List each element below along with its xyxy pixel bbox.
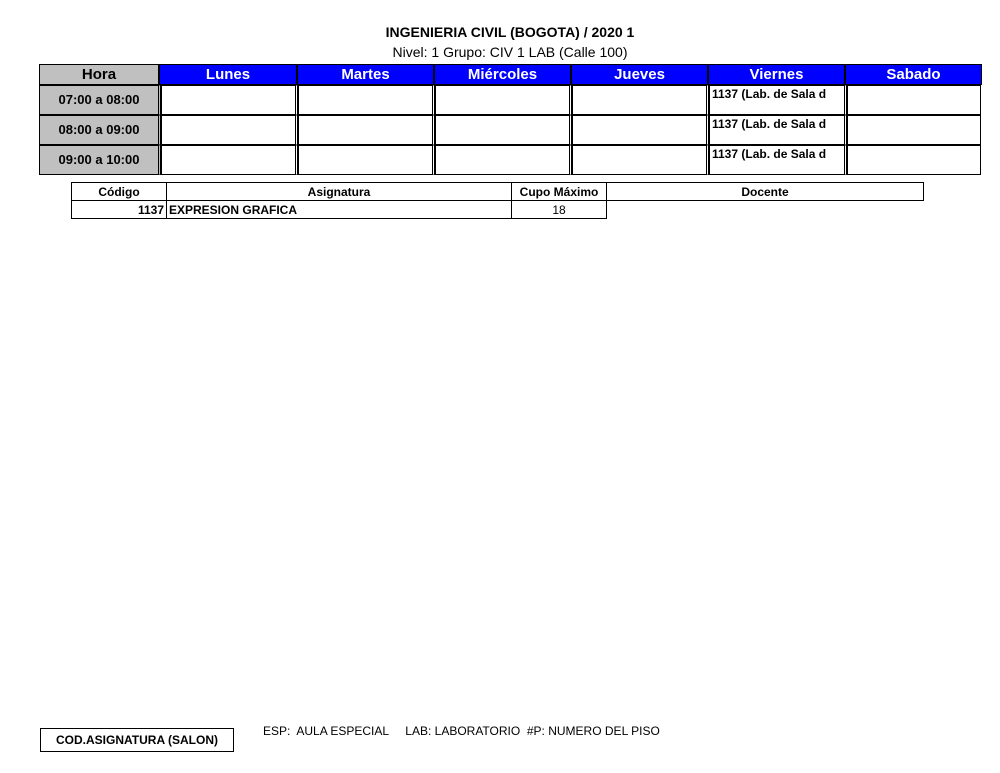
page-subtitle: Nivel: 1 Grupo: CIV 1 LAB (Calle 100)	[392, 44, 628, 60]
cupo-header: Cupo Máximo	[512, 183, 607, 201]
schedule-slot	[847, 85, 981, 115]
schedule-slot	[435, 145, 572, 175]
subject-docente	[607, 201, 924, 219]
day-header-lunes: Lunes	[159, 64, 297, 85]
day-header-sabado: Sabado	[845, 64, 982, 85]
schedule-slot	[161, 145, 298, 175]
schedule-slot	[298, 85, 435, 115]
schedule-slot	[572, 85, 709, 115]
subject-code: 1137	[72, 201, 167, 219]
schedule-slot	[161, 85, 298, 115]
schedule-slot	[847, 115, 981, 145]
schedule-slot	[298, 145, 435, 175]
schedule-slot: 1137 (Lab. de Sala d	[709, 115, 847, 145]
table-row	[72, 201, 924, 219]
subjects-header-row	[72, 183, 924, 201]
code-header: Código	[72, 183, 167, 201]
hora-header: Hora	[39, 64, 159, 85]
schedule-slot: 1137 (Lab. de Sala d	[709, 145, 847, 175]
schedule-slot	[298, 115, 435, 145]
docente-header: Docente	[607, 183, 924, 201]
schedule-slot	[847, 145, 981, 175]
day-header-miercoles: Miércoles	[434, 64, 571, 85]
subject-name: EXPRESION GRAFICA	[167, 201, 512, 219]
legend-text: ESP: AULA ESPECIAL LAB: LABORATORIO #P: NUMERO DEL PISO	[263, 724, 660, 738]
hour-label: 09:00 a 10:00	[39, 145, 161, 175]
schedule-slot	[572, 145, 709, 175]
subject-header: Asignatura	[167, 183, 512, 201]
day-header-jueves: Jueves	[571, 64, 708, 85]
subject-cupo: 18	[512, 201, 607, 219]
day-header-viernes: Viernes	[708, 64, 845, 85]
schedule-slot	[161, 115, 298, 145]
day-header-martes: Martes	[297, 64, 434, 85]
hour-label: 07:00 a 08:00	[39, 85, 161, 115]
schedule-slot: 1137 (Lab. de Sala d	[709, 85, 847, 115]
page-title: INGENIERIA CIVIL (BOGOTA) / 2020 1	[385, 24, 635, 40]
hour-label: 08:00 a 09:00	[39, 115, 161, 145]
schedule-slot	[435, 85, 572, 115]
schedule-slot	[572, 115, 709, 145]
legend-box: COD.ASIGNATURA (SALON)	[40, 728, 234, 752]
schedule-slot	[435, 115, 572, 145]
subjects-table	[71, 182, 924, 219]
